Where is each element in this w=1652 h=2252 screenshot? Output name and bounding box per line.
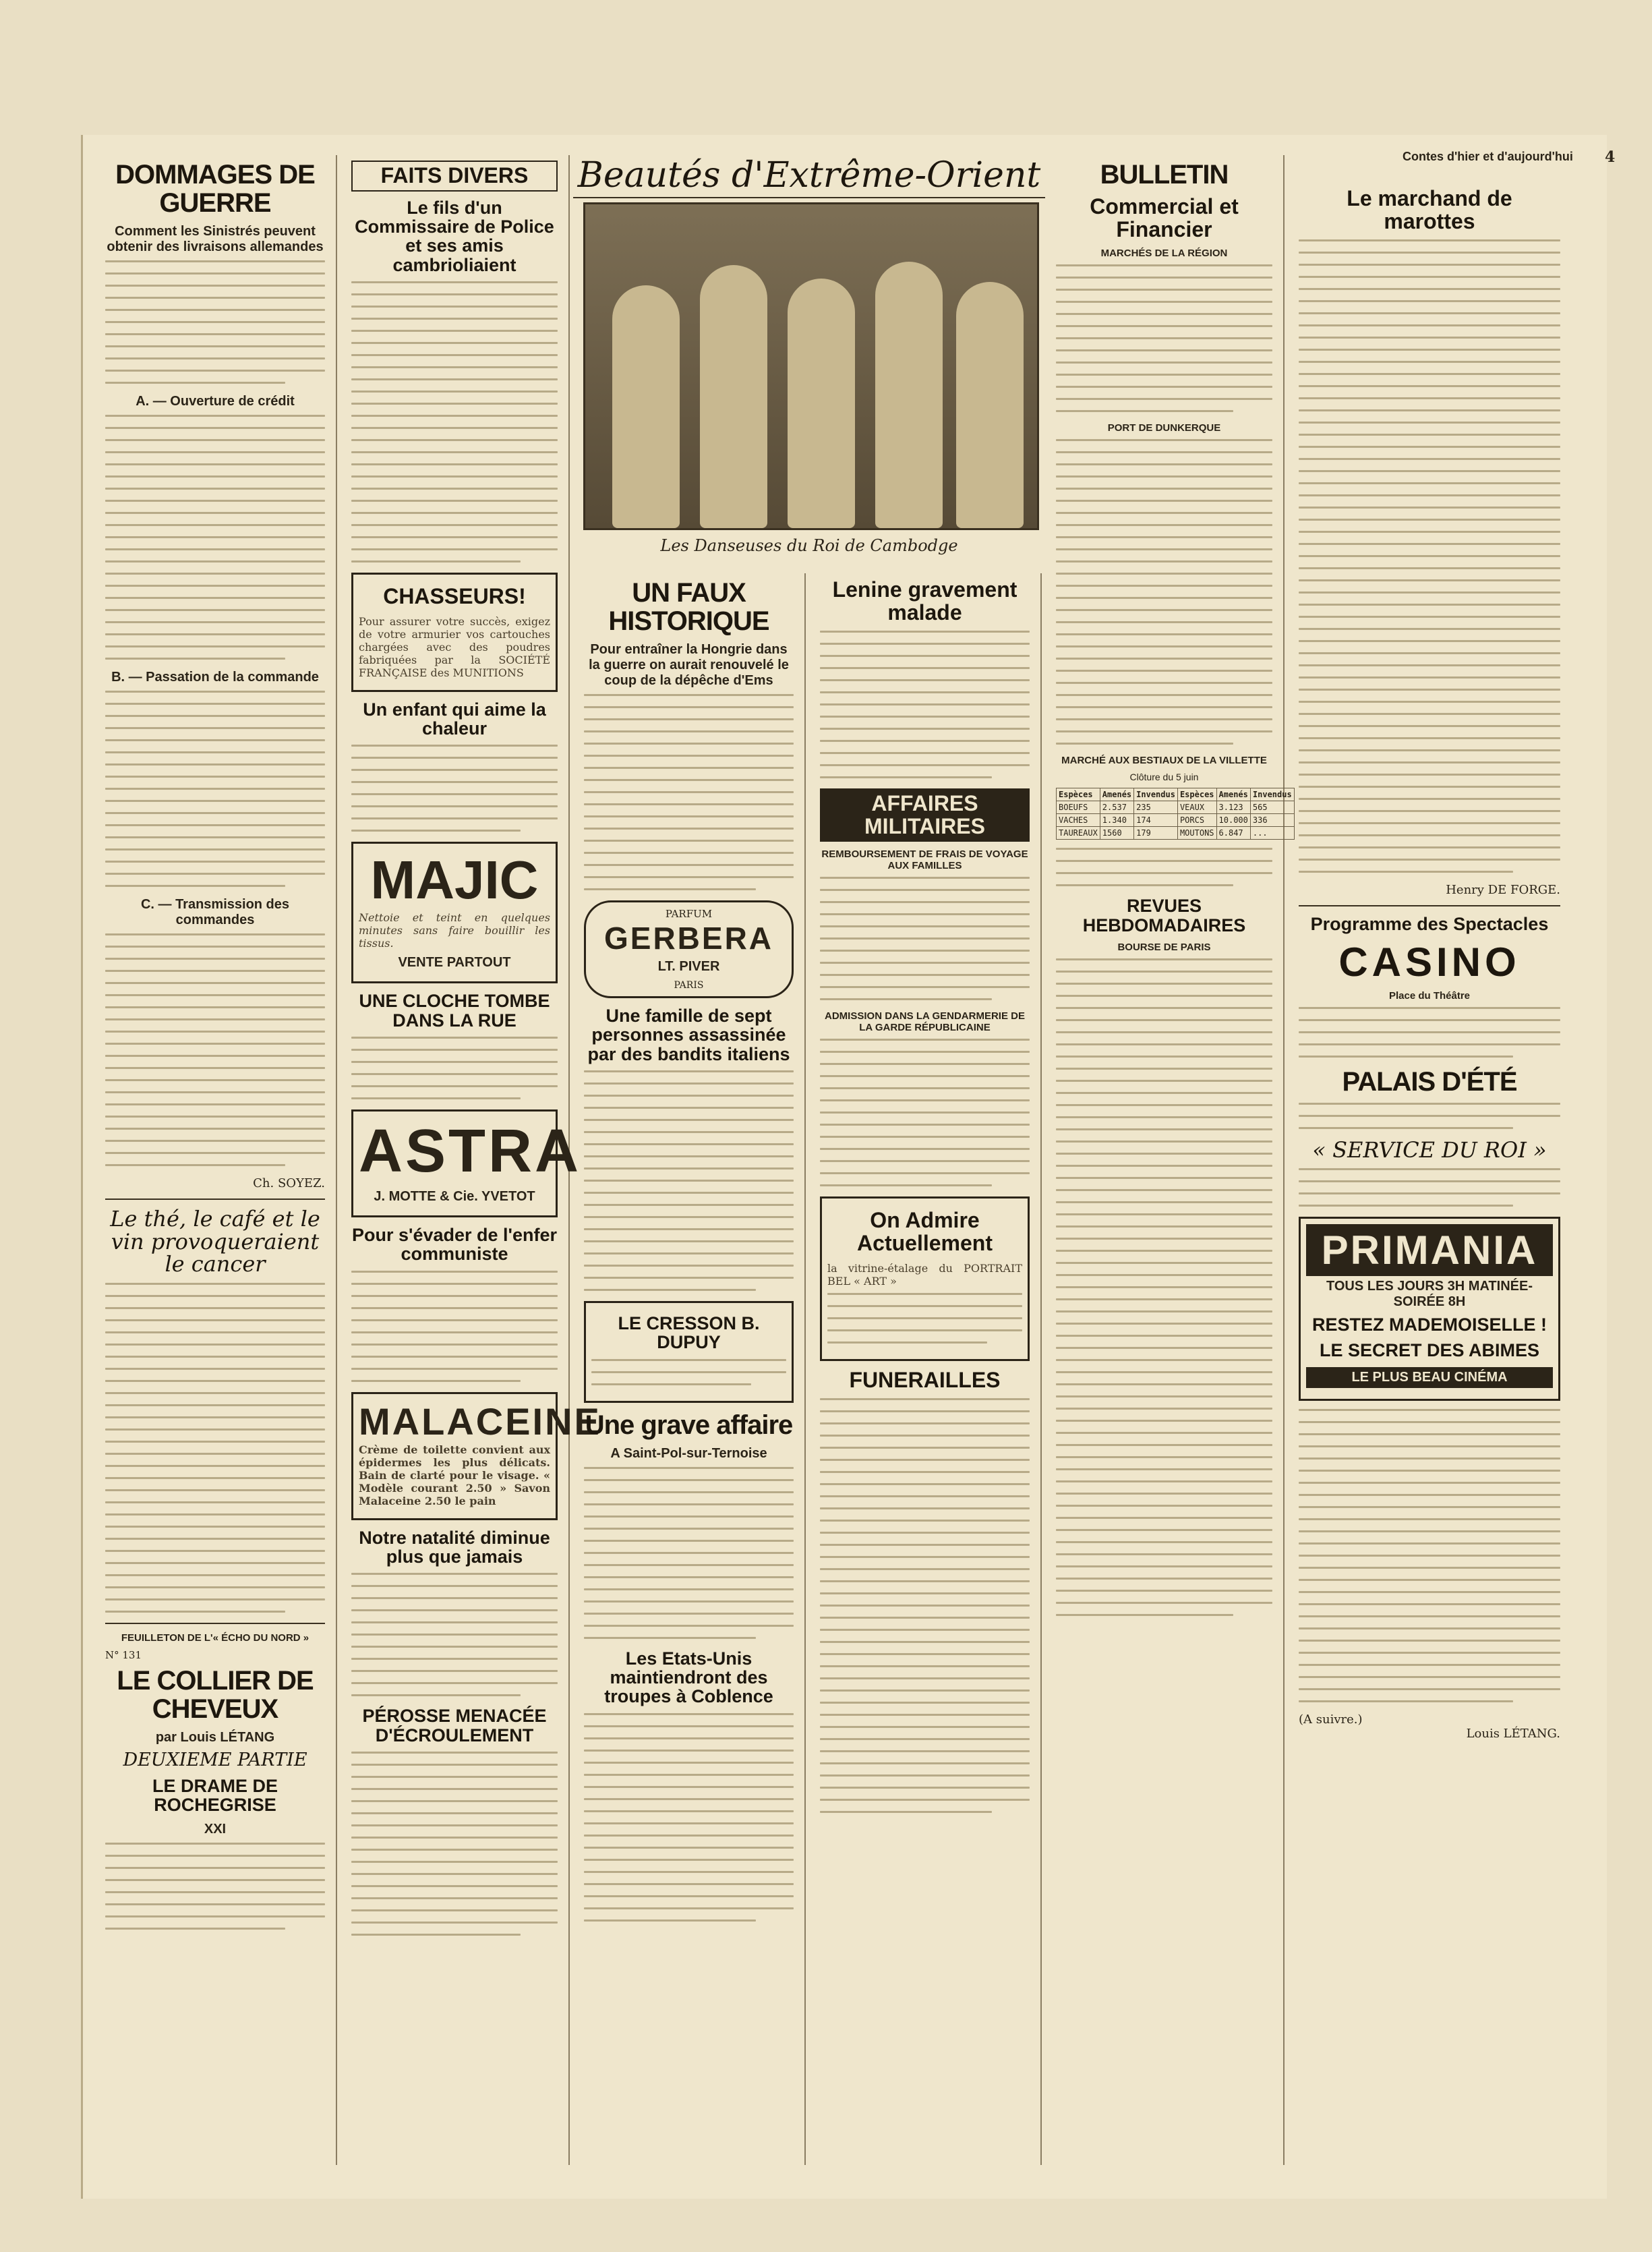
- subhead-marches: MARCHÉS DE LA RÉGION: [1100, 248, 1228, 260]
- body-text: [1299, 1168, 1560, 1207]
- section-c: C. — Transmission des commandes: [140, 897, 290, 927]
- section-faits-divers: FAITS DIVERS: [351, 161, 558, 192]
- headline-natalite: Notre natalité diminue plus que jamais: [359, 1527, 550, 1567]
- subhead-hongrie: Pour entraîner la Hongrie dans la guerre on aurait renouvelé le coup de la dépêche d'Ems: [589, 642, 789, 688]
- casino-sub: Place du Théâtre: [1388, 989, 1471, 1002]
- ad-primania: PRIMANIA TOUS LES JOURS 3H MATINÉE-SOIRÉE 8H RESTEZ MADEMOISELLE ! LE SECRET DES ABIMES LE PLUS BEAU CINÉMA: [1299, 1217, 1560, 1401]
- ad-chasseurs: CHASSEURS! Pour assurer votre succès, exigez de votre armurier vos cartouches chargées avec des poudres fabriquées par la SOCIÉTÉ FRANÇAISE des MUNITIONS: [351, 573, 558, 692]
- headline-fils-commissaire: Le fils d'un Commissaire de Police et ses amis cambrioliaient: [355, 197, 554, 275]
- subhead-saint-pol: A Saint-Pol-sur-Ternoise: [610, 1445, 767, 1461]
- body-text: [351, 281, 558, 562]
- page-number: 4: [1605, 148, 1616, 166]
- column-6: [1288, 182, 1571, 2165]
- feuilleton-author: par Louis LÉTANG: [155, 1729, 275, 1745]
- body-text: [820, 631, 1030, 778]
- palais-show: « SERVICE DU ROI »: [1312, 1136, 1547, 1163]
- column-3: [573, 573, 806, 2165]
- a-suivre: (A suivre.): [1299, 1712, 1363, 1727]
- villette-table: Espèces Amenés Invendus Espèces Amenés Invendus BOEUFS 2.537 235 VEAUX 3.123 565 VACHES 1.340 174 PORCS 10.000 336 TAUREAUX 1560 179 MOUTONS 6.847 ...: [1056, 788, 1295, 840]
- subhead-dommages: Comment les Sinistrés peuvent obtenir des livraisons allemandes: [107, 224, 324, 254]
- headline-cloche: UNE CLOCHE TOMBE DANS LA RUE: [359, 991, 550, 1031]
- body-text: [351, 1752, 558, 1936]
- body-text: [105, 1283, 325, 1613]
- subhead-gendarmerie: ADMISSION DANS LA GENDARMERIE DE LA GARDE RÉPUBLICAINE: [825, 1010, 1025, 1034]
- subhead-revues: REVUES HEBDOMADAIRES: [1082, 896, 1246, 935]
- section-affaires-militaires: AFFAIRES MILITAIRES: [820, 788, 1030, 842]
- ad-malaceine: MALACEINE Crème de toilette convient aux épidermes les plus délicats. Bain de clarté pour le visage. « Modèle courant 2.50 » Savon Malaceine 2.50 le pain: [351, 1392, 558, 1520]
- headline-funerailles: FUNERAILLES: [849, 1367, 1001, 1392]
- subhead-remboursement: REMBOURSEMENT DE FRAIS DE VOYAGE AUX FAMILLES: [821, 848, 1028, 872]
- subhead-villette: MARCHÉ AUX BESTIAUX DE LA VILLETTE: [1061, 755, 1267, 767]
- body-text: [820, 1039, 1030, 1186]
- body-text: [820, 877, 1030, 1000]
- headline-enfant-chaleur: Un enfant qui aime la chaleur: [363, 699, 546, 739]
- headline-dommages: DOMMAGES DE GUERRE: [115, 160, 315, 218]
- headline-enfer-communiste: Pour s'évader de l'enfer communiste: [352, 1224, 557, 1265]
- body-text: [351, 1037, 558, 1099]
- table-row: BOEUFS 2.537 235 VEAUX 3.123 565: [1057, 801, 1295, 814]
- feuilleton-title: LE COLLIER DE CHEVEUX: [117, 1665, 314, 1724]
- banner-beautes: Beautés d'Extrême-Orient: [573, 155, 1045, 198]
- body-text: [1056, 848, 1272, 886]
- headline-lenine: Lenine gravement malade: [832, 577, 1017, 625]
- photo-cambodian-dancers: [583, 202, 1039, 530]
- bulletin-title2: Commercial et Financier: [1090, 194, 1239, 241]
- corner-label: Contes d'hier et d'aujourd'hui: [1403, 150, 1573, 163]
- author-letang: Louis LÉTANG.: [1466, 1726, 1560, 1741]
- body-text: [1299, 1007, 1560, 1058]
- body-text: [351, 1271, 558, 1382]
- body-text: [105, 1843, 325, 1930]
- headline-faux-historique: UN FAUX HISTORIQUE: [608, 578, 769, 636]
- body-text: [105, 691, 325, 887]
- body-text: [1056, 264, 1272, 412]
- feuilleton-chapter: XXI: [204, 1821, 227, 1837]
- body-text: [584, 1070, 794, 1291]
- body-text: [1299, 1103, 1560, 1129]
- photo-caption: Les Danseuses du Roi de Cambodge: [660, 536, 958, 555]
- body-text: [584, 694, 794, 890]
- table-row: VACHES 1.340 174 PORCS 10.000 336: [1057, 814, 1295, 827]
- body-text: [584, 1467, 794, 1639]
- ad-cresson-dupuy: LE CRESSON B. DUPUY: [584, 1301, 794, 1403]
- table-row: TAUREAUX 1560 179 MOUTONS 6.847 ...: [1057, 827, 1295, 840]
- ad-gerbera: PARFUM GERBERA LT. PIVER PARIS: [584, 900, 794, 998]
- body-text: [820, 1398, 1030, 1813]
- ad-astra: ASTRA J. MOTTE & Cie. YVETOT: [351, 1109, 558, 1217]
- casino-title: CASINO: [1338, 939, 1521, 985]
- ad-majic: MAJIC Nettoie et teint en quelques minutes sans faire bouillir les tissus. VENTE PARTOUT: [351, 842, 558, 983]
- headline-grave-affaire: Une grave affaire: [585, 1410, 793, 1440]
- headline-famille-assassinee: Une famille de sept personnes assassinée par des bandits italiens: [587, 1006, 790, 1064]
- subhead-bourse: BOURSE DE PARIS: [1117, 941, 1211, 953]
- body-text: [105, 260, 325, 384]
- headline-the-cafe: Le thé, le café et le vin provoqueraient le cancer: [110, 1206, 320, 1277]
- column-1: [94, 155, 337, 2165]
- body-text: [1056, 958, 1272, 1616]
- column-4: [809, 573, 1042, 2165]
- feuilleton-label: FEUILLETON DE L'« ÉCHO DU NORD »: [121, 1632, 309, 1644]
- body-text: [105, 415, 325, 660]
- body-text: [351, 745, 558, 832]
- signature: Ch. SOYEZ.: [253, 1176, 325, 1190]
- subhead-port-dunkerque: PORT DE DUNKERQUE: [1107, 422, 1221, 434]
- palais-ete-title: PALAIS D'ÉTÉ: [1342, 1066, 1517, 1097]
- body-text: [1299, 239, 1560, 873]
- body-text: [1056, 439, 1272, 745]
- body-text: [1299, 1409, 1560, 1702]
- column-2: [341, 155, 601, 2165]
- feuilleton-no: N° 131: [105, 1648, 142, 1661]
- programme-title: Programme des Spectacles: [1310, 914, 1549, 935]
- body-text: [584, 1713, 794, 1922]
- bulletin-title: BULLETIN: [1100, 160, 1229, 190]
- column-5: [1045, 155, 1292, 2165]
- body-text: [105, 933, 325, 1166]
- body-text: [351, 1573, 558, 1696]
- section-b: B. — Passation de la commande: [111, 670, 319, 685]
- feuilleton-sub: LE DRAME DE ROCHEGRISE: [152, 1776, 278, 1816]
- ad-portrait-bel-art: On Admire Actuellement la vitrine-étalage du PORTRAIT BEL « ART »: [820, 1196, 1030, 1360]
- headline-marchand-marottes: Le marchand de marottes: [1347, 186, 1512, 233]
- feuilleton-part: DEUXIEME PARTIE: [123, 1749, 307, 1770]
- subhead-villette-date: Clôture du 5 juin: [1129, 772, 1199, 783]
- signature-forge: Henry DE FORGE.: [1446, 883, 1560, 898]
- headline-perosse: PÉROSSE MENACÉE D'ÉCROULEMENT: [362, 1706, 547, 1745]
- headline-etats-unis: Les Etats-Unis maintiendront des troupes à Coblence: [604, 1648, 773, 1707]
- section-a: A. — Ouverture de crédit: [136, 394, 295, 409]
